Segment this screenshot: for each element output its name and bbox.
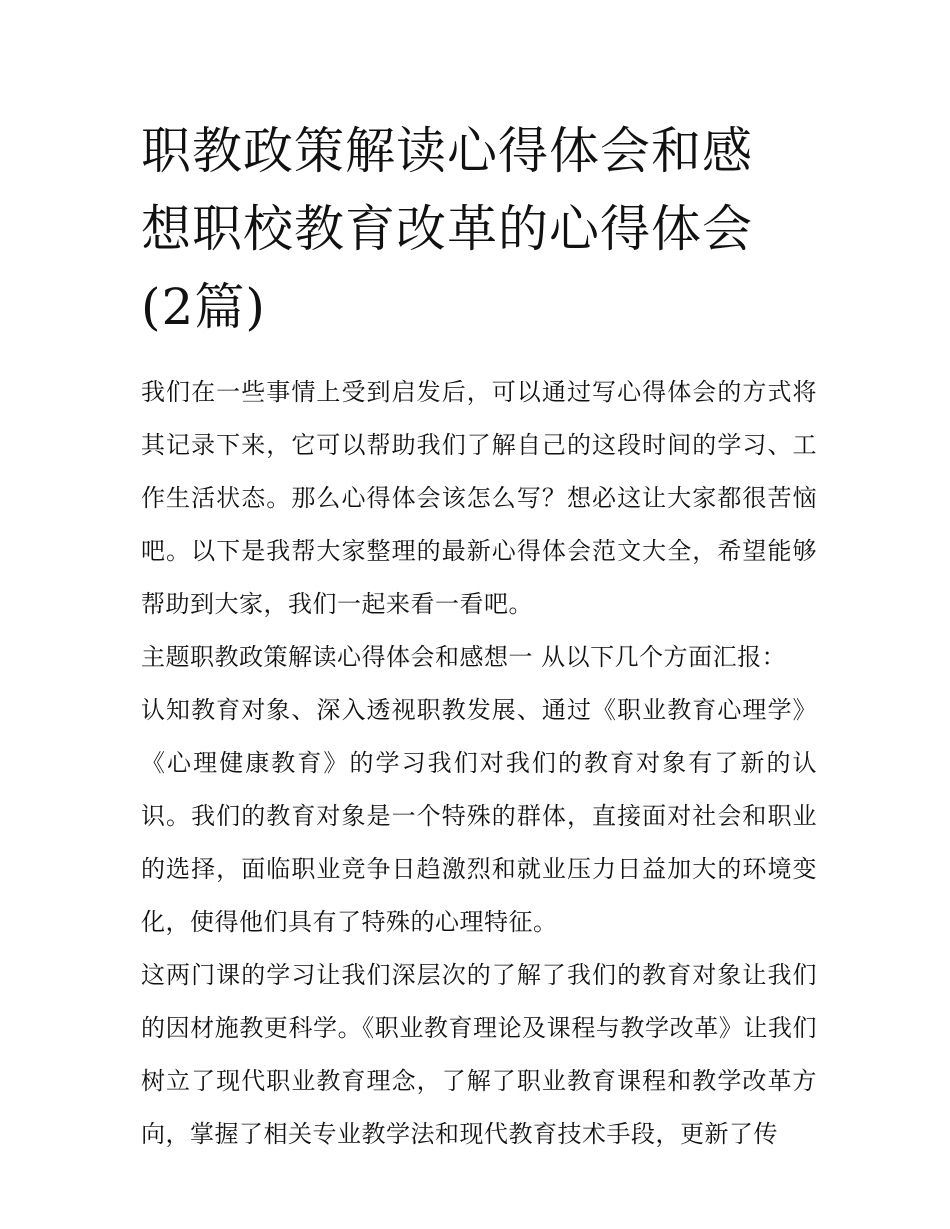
document-body <box>141 366 817 1161</box>
body-paragraph: 认知教育对象、深入透视职教发展、通过《职业教育心理学》《心理健康教育》的学习我们对我们的教育对象有了新的认识。我们的教育对象是一个特殊的群体，直接面对社会和职业的选择，面临职业竞争日趋激烈和就业压力日益加大的环境变化，使得他们具有了特殊的心理特征。 <box>141 696 817 936</box>
section-heading-paragraph: 主题职教政策解读心得体会和感想一 从以下几个方面汇报： <box>141 643 787 671</box>
body-paragraph: 这两门课的学习让我们深层次的了解了我们的教育对象让我们的因材施教更科学。《职业教育理论及课程与教学改革》让我们树立了现代职业教育理念，了解了职业教育课程和教学改革方向，掌握了相关专业教学法和现代教育技术手段，更新了传 <box>141 961 817 1148</box>
document-page <box>141 112 817 1161</box>
document-title: 职教政策解读心得体会和感想职校教育改革的心得体会(2篇) <box>141 122 753 336</box>
intro-paragraph: 我们在一些事情上受到启发后，可以通过写心得体会的方式将其记录下来，它可以帮助我们了解自己的这段时间的学习、工作生活状态。那么心得体会该怎么写？想必这让大家都很苦恼吧。以下是我帮大家整理的最新心得体会范文大全，希望能够帮助到大家，我们一起来看一看吧。 <box>141 378 817 618</box>
